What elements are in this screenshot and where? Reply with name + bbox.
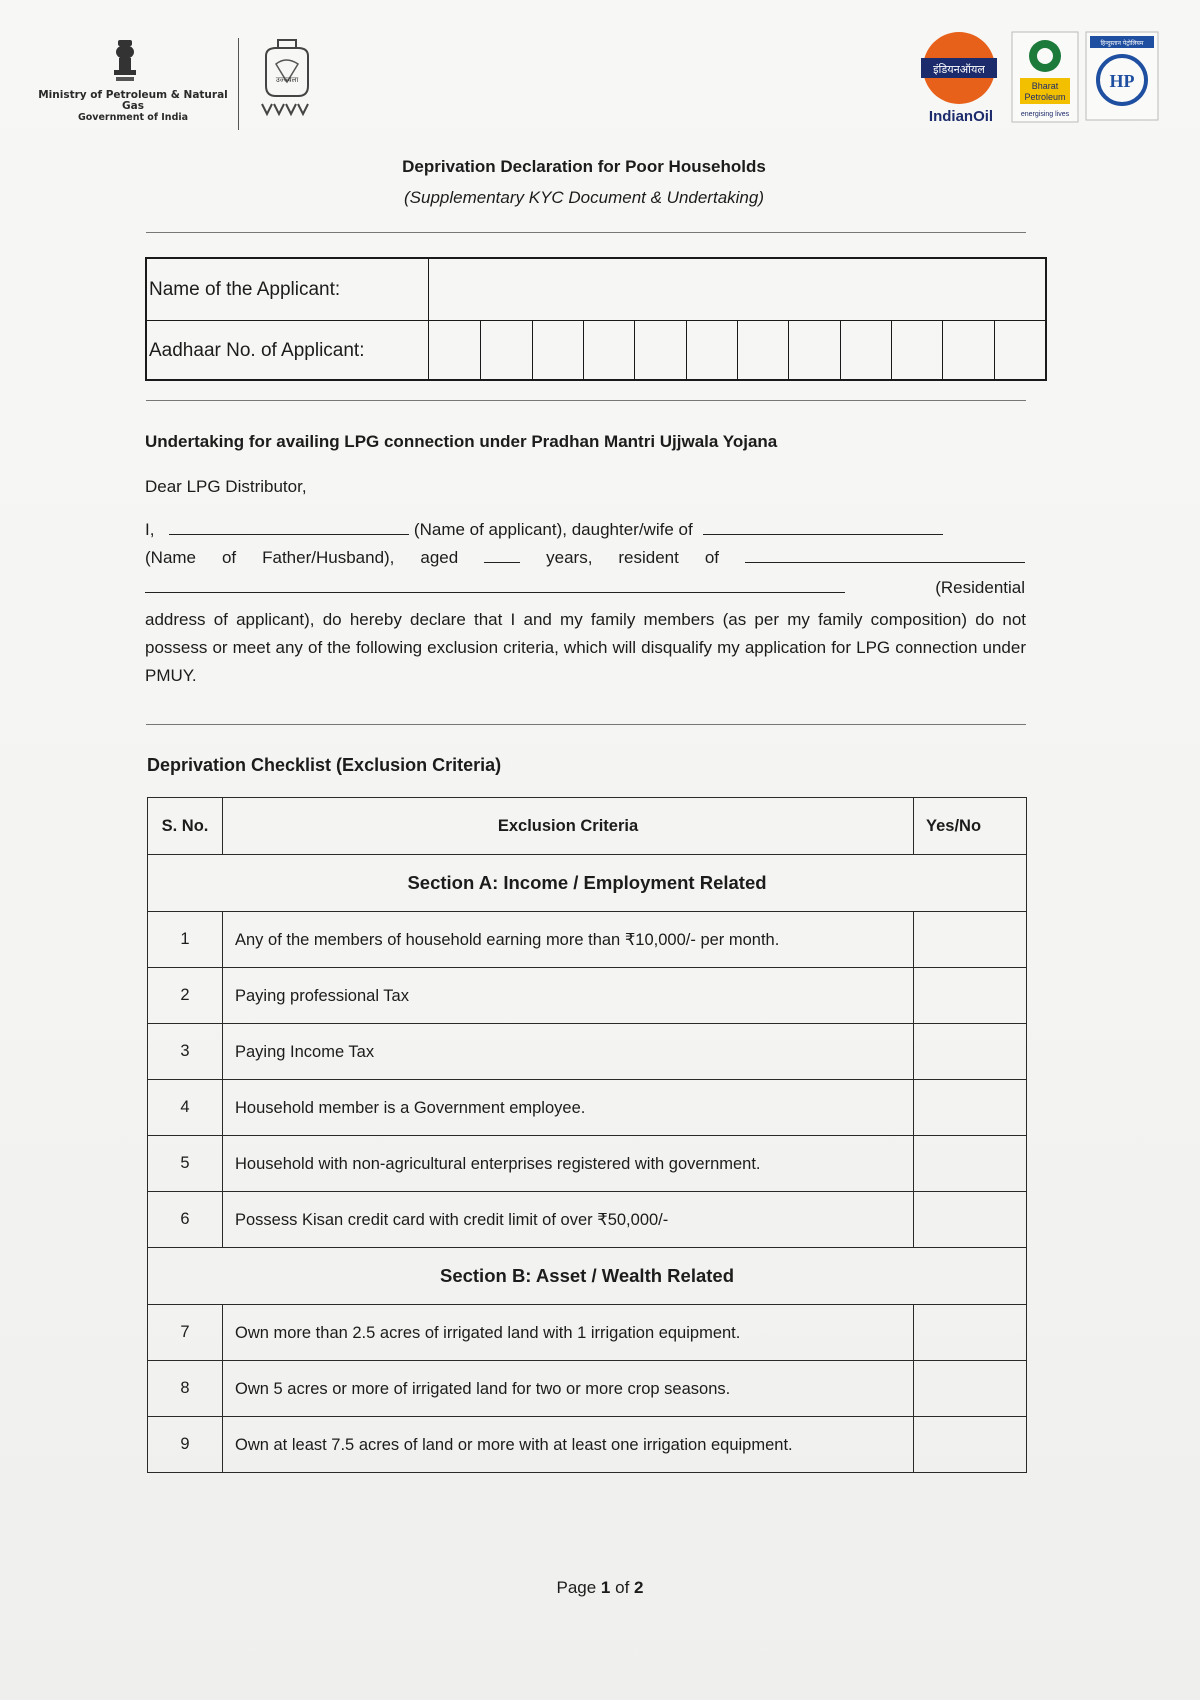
declaration-text: (Name of applicant), daughter/wife of — [413, 520, 693, 539]
indianoil-logo — [915, 28, 1007, 126]
hp-logo — [1084, 30, 1160, 122]
criteria-text: Household with non-agricultural enterprises registered with government. — [223, 1136, 914, 1192]
of-word: of — [615, 1578, 630, 1597]
indianoil-logo-text: IndianOil — [928, 108, 994, 125]
column-header-sno: S. No. — [148, 798, 223, 855]
document-subtitle: (Supplementary KYC Document & Undertaking) — [404, 188, 764, 207]
row-number: 4 — [148, 1080, 223, 1136]
criteria-text: Paying professional Tax — [223, 968, 914, 1024]
column-header-yes-no: Yes/No — [914, 798, 1027, 855]
table-row — [148, 1024, 1027, 1080]
applicant-details-box — [145, 257, 1047, 381]
row-number: 1 — [148, 912, 223, 968]
criteria-text: Possess Kisan credit card with credit limit of over ₹50,000/- — [223, 1192, 914, 1248]
table-row — [148, 968, 1027, 1024]
bpcl-logo-line-2: Petroleum — [1024, 92, 1066, 102]
bharat-petroleum-logo — [1010, 30, 1080, 124]
divider-line — [146, 400, 1026, 401]
table-row — [148, 1361, 1027, 1417]
table-row — [148, 1136, 1027, 1192]
criteria-text: Household member is a Government employee. — [223, 1080, 914, 1136]
applicant-name-field[interactable] — [430, 259, 1045, 320]
table-row — [148, 1080, 1027, 1136]
aadhaar-digit-box[interactable] — [738, 320, 789, 381]
criteria-text: Own 5 acres or more of irrigated land for two or more crop seasons. — [223, 1361, 914, 1417]
yes-no-cell[interactable] — [914, 1136, 1027, 1192]
row-number: 6 — [148, 1192, 223, 1248]
aadhaar-row — [147, 320, 1045, 381]
criteria-text: Own at least 7.5 acres of land or more with at least one irrigation equipment. — [223, 1417, 914, 1473]
national-emblem-icon — [105, 36, 145, 84]
exclusion-criteria-table — [147, 797, 1027, 1473]
declaration-paragraph: address of applicant), do hereby declare that I and my family members (as per my family composition) do not possess or meet any of the following exclusion criteria, which will disqualify my application for LPG connection under PMUY. — [145, 610, 1026, 685]
section-header-row — [148, 855, 1027, 912]
ministry-name — [28, 90, 238, 123]
yes-no-cell[interactable] — [914, 1192, 1027, 1248]
aadhaar-digit-box[interactable] — [533, 320, 584, 381]
section-header-row — [148, 1248, 1027, 1305]
bpcl-tagline: energising lives — [1020, 111, 1070, 118]
yes-no-cell[interactable] — [914, 1080, 1027, 1136]
applicant-name-blank[interactable] — [169, 520, 409, 535]
undertaking-heading: Undertaking for availing LPG connection under Pradhan Mantri Ujjwala Yojana — [145, 432, 778, 451]
address-blank[interactable] — [145, 578, 845, 593]
divider-line — [146, 724, 1026, 725]
age-blank[interactable] — [484, 548, 520, 563]
declaration-line-1 — [145, 520, 1025, 540]
total-pages-number: 2 — [634, 1578, 644, 1597]
row-number: 2 — [148, 968, 223, 1024]
salutation: Dear LPG Distributor, — [145, 477, 307, 496]
current-page-number: 1 — [600, 1578, 611, 1597]
row-number: 7 — [148, 1305, 223, 1361]
aadhaar-digit-box[interactable] — [430, 320, 481, 381]
ministry-line-2: Government of India — [77, 112, 189, 123]
aadhaar-digit-box[interactable] — [841, 320, 892, 381]
father-husband-name-blank[interactable] — [703, 520, 943, 535]
declaration-i: I, — [145, 520, 155, 539]
yes-no-cell[interactable] — [914, 1361, 1027, 1417]
criteria-text: Any of the members of household earning more than ₹10,000/- per month. — [223, 912, 914, 968]
aadhaar-digit-box[interactable] — [943, 320, 994, 381]
declaration-line-2 — [145, 548, 1025, 568]
aadhaar-label: Aadhaar No. of Applicant: — [147, 320, 429, 381]
checklist-heading: Deprivation Checklist (Exclusion Criteria) — [147, 755, 502, 775]
yes-no-cell[interactable] — [914, 1024, 1027, 1080]
aadhaar-digit-box[interactable] — [584, 320, 635, 381]
yes-no-cell[interactable] — [914, 1417, 1027, 1473]
page-footer — [0, 1578, 1200, 1598]
ujjwala-logo — [250, 34, 324, 120]
table-row — [148, 912, 1027, 968]
aadhaar-digit-box[interactable] — [635, 320, 686, 381]
aadhaar-digit-box[interactable] — [481, 320, 532, 381]
aadhaar-digit-box[interactable] — [995, 320, 1045, 381]
section-b-title: Section B: Asset / Wealth Related — [148, 1248, 1027, 1305]
table-row — [148, 1305, 1027, 1361]
declaration-text: (Name of Father/Husband), aged — [145, 548, 459, 567]
yes-no-cell[interactable] — [914, 912, 1027, 968]
document-title: Deprivation Declaration for Poor Households — [402, 157, 766, 176]
yes-no-cell[interactable] — [914, 968, 1027, 1024]
applicant-name-label: Name of the Applicant: — [147, 259, 429, 320]
row-number: 3 — [148, 1024, 223, 1080]
aadhaar-digit-box[interactable] — [789, 320, 840, 381]
table-row — [148, 1417, 1027, 1473]
row-number: 8 — [148, 1361, 223, 1417]
section-a-title: Section A: Income / Employment Related — [148, 855, 1027, 912]
applicant-name-row — [147, 259, 1045, 321]
declaration-line-3 — [145, 578, 1025, 598]
indianoil-logo-hindi: इंडियनऑयल — [933, 63, 985, 76]
column-header-criteria: Exclusion Criteria — [223, 798, 914, 855]
aadhaar-digit-box[interactable] — [687, 320, 738, 381]
ujjwala-logo-text: उज्ज्वला — [275, 76, 299, 84]
bpcl-logo-line-1: Bharat — [1031, 81, 1059, 91]
row-number: 9 — [148, 1417, 223, 1473]
residence-blank[interactable] — [745, 548, 1025, 563]
hp-logo-hindi: हिन्दुस्तान पेट्रोलियम — [1100, 40, 1144, 47]
page-word: Page — [556, 1578, 597, 1597]
declaration-text: (Residential — [935, 578, 1025, 597]
yes-no-cell[interactable] — [914, 1305, 1027, 1361]
table-row — [148, 1192, 1027, 1248]
row-number: 5 — [148, 1136, 223, 1192]
table-header-row — [148, 798, 1027, 855]
declaration-text: years, resident of — [546, 548, 720, 567]
aadhaar-digit-box[interactable] — [892, 320, 943, 381]
header-divider — [238, 38, 239, 130]
aadhaar-digit-boxes — [430, 320, 1045, 381]
hp-logo-text: HP — [1109, 71, 1135, 91]
divider-line — [146, 232, 1026, 233]
ministry-line-1: Ministry of Petroleum & Natural Gas — [38, 89, 228, 112]
criteria-text: Paying Income Tax — [223, 1024, 914, 1080]
criteria-text: Own more than 2.5 acres of irrigated land with 1 irrigation equipment. — [223, 1305, 914, 1361]
